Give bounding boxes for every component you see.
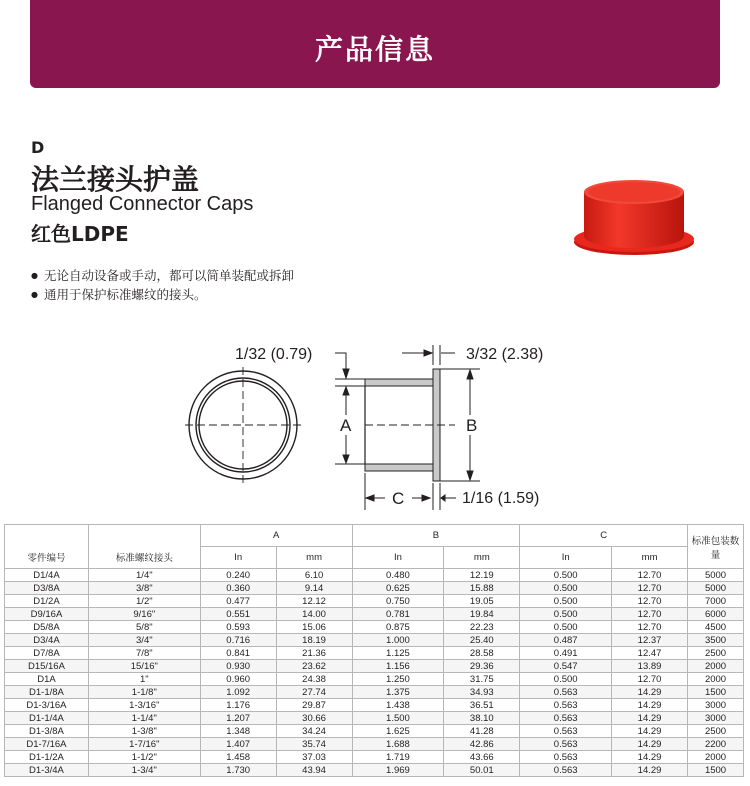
table-cell: D1A — [5, 673, 89, 686]
table-cell: 1.730 — [200, 764, 276, 777]
table-cell: 0.625 — [352, 582, 444, 595]
table-cell: 1-1/8" — [88, 686, 200, 699]
table-cell: 0.563 — [520, 751, 612, 764]
dimension-lines — [335, 345, 480, 510]
table-cell: 3000 — [688, 712, 744, 725]
table-cell: 12.70 — [612, 569, 688, 582]
table-cell: 0.547 — [520, 660, 612, 673]
table-cell: 1.688 — [352, 738, 444, 751]
table-cell: D3/8A — [5, 582, 89, 595]
table-cell: 1.348 — [200, 725, 276, 738]
table-cell: 0.875 — [352, 621, 444, 634]
header-group-c: C — [520, 525, 688, 547]
table-cell: 1-3/16" — [88, 699, 200, 712]
table-cell: 34.24 — [276, 725, 352, 738]
table-cell: 3/4" — [88, 634, 200, 647]
dim-label-b: B — [466, 416, 478, 435]
table-cell: 12.19 — [444, 569, 520, 582]
table-cell: 12.70 — [612, 595, 688, 608]
table-cell: 7000 — [688, 595, 744, 608]
table-cell: 1/4" — [88, 569, 200, 582]
table-cell: 14.29 — [612, 738, 688, 751]
cap-product-image — [568, 176, 700, 264]
table-cell: 9/16" — [88, 608, 200, 621]
table-cell: 2200 — [688, 738, 744, 751]
table-cell: 1.407 — [200, 738, 276, 751]
table-cell: 1/2" — [88, 595, 200, 608]
dim-bottom-right: 1/16 (1.59) — [462, 490, 540, 507]
header-unit-in: In — [520, 547, 612, 569]
table-cell: 0.750 — [352, 595, 444, 608]
table-cell: 0.563 — [520, 712, 612, 725]
table-cell: 1.125 — [352, 647, 444, 660]
table-cell: 1-7/16" — [88, 738, 200, 751]
table-cell: 6000 — [688, 608, 744, 621]
table-cell: 2000 — [688, 660, 744, 673]
table-cell: 15.06 — [276, 621, 352, 634]
table-cell: D1/2A — [5, 595, 89, 608]
table-cell: D1-1/8A — [5, 686, 89, 699]
table-row — [5, 608, 744, 621]
table-row — [5, 569, 744, 582]
table-cell: 25.40 — [444, 634, 520, 647]
table-row — [5, 582, 744, 595]
dimension-labels — [235, 346, 543, 508]
table-cell: D7/8A — [5, 647, 89, 660]
table-cell: 1.092 — [200, 686, 276, 699]
dim-top-left: 1/32 (0.79) — [235, 346, 313, 363]
table-row — [5, 764, 744, 777]
table-cell: 0.500 — [520, 608, 612, 621]
dim-label-c: C — [392, 489, 405, 508]
table-cell: 0.960 — [200, 673, 276, 686]
table-cell: 2500 — [688, 725, 744, 738]
table-cell: 0.487 — [520, 634, 612, 647]
table-cell: 15.88 — [444, 582, 520, 595]
table-cell: 0.491 — [520, 647, 612, 660]
table-cell: 14.29 — [612, 725, 688, 738]
table-cell: D1-3/16A — [5, 699, 89, 712]
product-material: 红色LDPE — [31, 222, 129, 246]
table-cell: 36.51 — [444, 699, 520, 712]
table-cell: 31.75 — [444, 673, 520, 686]
table-cell: 1.250 — [352, 673, 444, 686]
header-unit-mm: mm — [276, 547, 352, 569]
table-cell: 3/8" — [88, 582, 200, 595]
table-cell: 0.563 — [520, 699, 612, 712]
table-cell: 42.86 — [444, 738, 520, 751]
table-cell: 0.480 — [352, 569, 444, 582]
table-row — [5, 673, 744, 686]
table-cell: 28.58 — [444, 647, 520, 660]
product-title-cn: 法兰接头护盖 — [31, 163, 200, 196]
header-part-no: 零件编号 — [5, 525, 89, 569]
table-cell: 14.29 — [612, 712, 688, 725]
table-cell: 1.719 — [352, 751, 444, 764]
table-cell: 1.969 — [352, 764, 444, 777]
table-cell: 2000 — [688, 751, 744, 764]
feature-item: ● 无论自动设备或手动，都可以简单装配或拆卸 — [31, 267, 294, 286]
table-cell: D1-1/2A — [5, 751, 89, 764]
header-unit-in: In — [352, 547, 444, 569]
table-cell: 0.500 — [520, 569, 612, 582]
table-cell: 0.593 — [200, 621, 276, 634]
table-cell: 34.93 — [444, 686, 520, 699]
table-cell: 12.37 — [612, 634, 688, 647]
table-cell: 43.94 — [276, 764, 352, 777]
table-cell: 37.03 — [276, 751, 352, 764]
table-cell: 5/8" — [88, 621, 200, 634]
table-cell: 5000 — [688, 569, 744, 582]
table-cell: 12.70 — [612, 608, 688, 621]
table-cell: 1-1/4" — [88, 712, 200, 725]
table-cell: 14.29 — [612, 751, 688, 764]
table-cell: 7/8" — [88, 647, 200, 660]
table-cell: 6.10 — [276, 569, 352, 582]
table-cell: 14.29 — [612, 699, 688, 712]
header-pack-qty: 标准包装数量 — [688, 525, 744, 569]
table-cell: 12.70 — [612, 621, 688, 634]
table-cell: 12.47 — [612, 647, 688, 660]
table-body — [5, 569, 744, 777]
cap-top-inner — [588, 182, 680, 202]
table-cell: 1-3/4" — [88, 764, 200, 777]
table-cell: 15/16" — [88, 660, 200, 673]
table-row — [5, 634, 744, 647]
table-cell: 19.05 — [444, 595, 520, 608]
table-cell: 0.563 — [520, 764, 612, 777]
table-cell: 1.176 — [200, 699, 276, 712]
series-letter: D — [31, 138, 45, 157]
table-cell: 29.36 — [444, 660, 520, 673]
table-cell: D1-3/4A — [5, 764, 89, 777]
header-group-a: A — [200, 525, 352, 547]
table-cell: 0.930 — [200, 660, 276, 673]
table-cell: 0.360 — [200, 582, 276, 595]
table-row — [5, 712, 744, 725]
dim-top-right: 3/32 (2.38) — [466, 346, 544, 363]
technical-drawing — [180, 335, 580, 515]
table-cell: 0.477 — [200, 595, 276, 608]
table-cell: 2500 — [688, 647, 744, 660]
table-cell: 27.74 — [276, 686, 352, 699]
table-row — [5, 621, 744, 634]
table-cell: 3500 — [688, 634, 744, 647]
table-row — [5, 660, 744, 673]
header-group-b: B — [352, 525, 520, 547]
table-cell: 1.625 — [352, 725, 444, 738]
table-cell: 1.375 — [352, 686, 444, 699]
table-cell: 2000 — [688, 673, 744, 686]
table-cell: 0.563 — [520, 738, 612, 751]
table-cell: 12.12 — [276, 595, 352, 608]
table-cell: 21.36 — [276, 647, 352, 660]
spec-table — [4, 524, 744, 777]
table-cell: 1500 — [688, 686, 744, 699]
table-cell: 22.23 — [444, 621, 520, 634]
table-cell: 14.29 — [612, 764, 688, 777]
table-cell: D1-1/4A — [5, 712, 89, 725]
table-cell: 1.000 — [352, 634, 444, 647]
table-cell: D15/16A — [5, 660, 89, 673]
dim-label-a: A — [340, 416, 352, 435]
table-cell: 50.01 — [444, 764, 520, 777]
table-row — [5, 686, 744, 699]
table-header-row — [5, 525, 744, 547]
table-cell: 1-1/2" — [88, 751, 200, 764]
table-row — [5, 725, 744, 738]
feature-list — [31, 267, 294, 305]
feature-item: ● 通用于保护标准螺纹的接头。 — [31, 286, 294, 305]
table-cell: 0.500 — [520, 673, 612, 686]
table-row — [5, 647, 744, 660]
table-cell: 1-3/8" — [88, 725, 200, 738]
table-cell: 29.87 — [276, 699, 352, 712]
table-cell: 12.70 — [612, 582, 688, 595]
table-cell: D1-7/16A — [5, 738, 89, 751]
table-cell: 5000 — [688, 582, 744, 595]
table-cell: D3/4A — [5, 634, 89, 647]
table-cell: D1-3/8A — [5, 725, 89, 738]
table-cell: 1.207 — [200, 712, 276, 725]
table-cell: 38.10 — [444, 712, 520, 725]
table-cell: 1.438 — [352, 699, 444, 712]
table-cell: 0.563 — [520, 725, 612, 738]
table-cell: 41.28 — [444, 725, 520, 738]
table-cell: 1.156 — [352, 660, 444, 673]
table-cell: 35.74 — [276, 738, 352, 751]
table-cell: 0.500 — [520, 621, 612, 634]
table-cell: 0.563 — [520, 686, 612, 699]
table-cell: D1/4A — [5, 569, 89, 582]
table-cell: 0.551 — [200, 608, 276, 621]
table-cell: 0.240 — [200, 569, 276, 582]
table-cell: 1" — [88, 673, 200, 686]
end-view — [185, 367, 301, 483]
table-cell: 18.19 — [276, 634, 352, 647]
table-cell: 1.458 — [200, 751, 276, 764]
table-row — [5, 699, 744, 712]
table-cell: 4500 — [688, 621, 744, 634]
table-cell: 19.84 — [444, 608, 520, 621]
table-cell: 24.38 — [276, 673, 352, 686]
table-cell: 43.66 — [444, 751, 520, 764]
table-cell: 30.66 — [276, 712, 352, 725]
side-view — [365, 369, 455, 481]
table-cell: D5/8A — [5, 621, 89, 634]
table-cell: 0.500 — [520, 582, 612, 595]
header-unit-in: In — [200, 547, 276, 569]
table-cell: 13.89 — [612, 660, 688, 673]
table-cell: 3000 — [688, 699, 744, 712]
table-cell: 9.14 — [276, 582, 352, 595]
table-cell: 0.500 — [520, 595, 612, 608]
header-banner — [30, 0, 720, 88]
page-title: 产品信息 — [314, 33, 435, 66]
table-cell: 0.841 — [200, 647, 276, 660]
table-row — [5, 595, 744, 608]
table-cell: 23.62 — [276, 660, 352, 673]
table-cell: 12.70 — [612, 673, 688, 686]
header-unit-mm: mm — [612, 547, 688, 569]
product-title-en: Flanged Connector Caps — [31, 193, 254, 215]
header-thread: 标准螺纹接头 — [88, 525, 200, 569]
table-cell: 1.500 — [352, 712, 444, 725]
header-unit-mm: mm — [444, 547, 520, 569]
table-cell: D9/16A — [5, 608, 89, 621]
table-cell: 14.29 — [612, 686, 688, 699]
table-cell: 0.716 — [200, 634, 276, 647]
table-cell: 14.00 — [276, 608, 352, 621]
table-cell: 1500 — [688, 764, 744, 777]
table-row — [5, 738, 744, 751]
table-cell: 0.781 — [352, 608, 444, 621]
table-row — [5, 751, 744, 764]
